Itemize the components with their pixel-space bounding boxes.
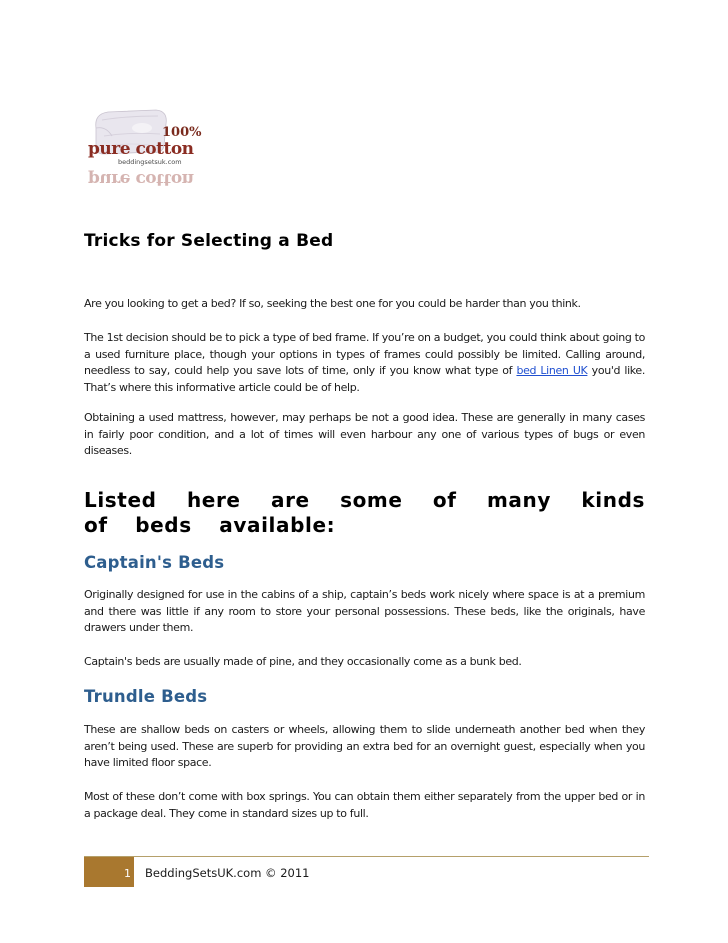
- trundle-beds-paragraph-2: Most of these don’t come with box springs. You can obtain them either separately from the upper bed or in a package deal. They come in standard sizes up to full.: [84, 790, 645, 820]
- bed-frame-text-a: The 1st decision should be to pick a type of bed frame. If you’re on a budget, you could think about going to a used furniture place, though your options in types of frames could possibly be limited. Calling around, needless to say, could help you save lots of time, only if you know what type of: [84, 331, 645, 377]
- logo-site-text: beddingsetsuk.com: [118, 158, 182, 166]
- logo-brand-text: pure cotton: [88, 139, 194, 159]
- trundle-beds-paragraph-1: These are shallow beds on casters or wheels, allowing them to slide underneath another bed when they aren’t being used. These are superb for providing an extra bed for an overnight guest, especially when you have limited floor space.: [84, 723, 645, 769]
- captains-beds-paragraph-1: Originally designed for use in the cabins of a ship, captain’s beds work nicely where space is at a premium and there was little if any room to store your personal possessions. These beds, like the originals, have drawers under them.: [84, 588, 645, 634]
- captains-beds-heading: Captain's Beds: [84, 553, 225, 572]
- bed-frame-text-b: you'd like. That’s where this informative article could be of help.: [84, 364, 646, 394]
- captains-beds-paragraph-2: Captain's beds are usually made of pine, and they occasionally come as a bunk bed.: [84, 655, 522, 668]
- trundle-beds-heading: Trundle Beds: [84, 687, 208, 706]
- used-mattress-paragraph: Obtaining a used mattress, however, may perhaps be not a good idea. These are generally in many cases in fairly poor condition, and a lot of times will even harbour any one of various types of bugs or even diseases.: [84, 411, 645, 457]
- article-title: Tricks for Selecting a Bed: [84, 231, 334, 251]
- logo-reflection-text: pure cotton: [88, 169, 194, 189]
- footer-copyright: BeddingSetsUK.com © 2011: [145, 866, 310, 880]
- logo-badge-text: 100%: [162, 125, 202, 140]
- bed-frame-paragraph: [84, 330, 645, 396]
- pure-cotton-logo: [86, 106, 202, 190]
- page-number: 1: [124, 867, 131, 880]
- intro-paragraph: Are you looking to get a bed? If so, seeking the best one for you could be harder than you think.: [84, 297, 581, 310]
- bed-linen-uk-link[interactable]: bed Linen UK: [516, 364, 588, 377]
- bed-types-heading: Listed here are some of many kinds of beds available:: [84, 488, 645, 537]
- footer-divider: [84, 856, 649, 857]
